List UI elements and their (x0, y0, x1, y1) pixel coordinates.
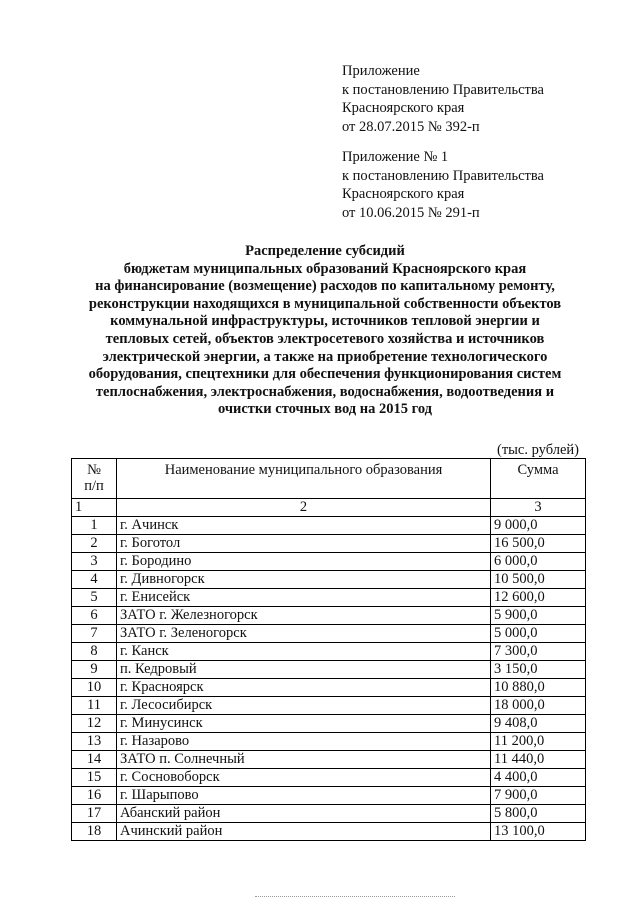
row-name: г. Лесосибирск (117, 697, 491, 715)
title-line: оборудования, спецтехники для обеспечения функционирования систем (88, 366, 562, 383)
row-number: 17 (72, 805, 117, 823)
row-name: г. Ачинск (117, 517, 491, 535)
row-sum: 11 200,0 (491, 733, 586, 751)
row-name: Абанский район (117, 805, 491, 823)
appendix-line: Красноярского края (342, 100, 465, 116)
row-sum: 5 800,0 (491, 805, 586, 823)
row-sum: 9 408,0 (491, 715, 586, 733)
column-number: 3 (491, 499, 586, 517)
table-row (72, 589, 586, 607)
title-line: тепловых сетей, объектов электросетевого хозяйства и источников (105, 330, 545, 347)
title-line: реконструкции находящихся в муниципальной собственности объектов (88, 295, 562, 312)
table-row (72, 697, 586, 715)
row-name: п. Кедровый (117, 661, 491, 679)
column-number: 1 (72, 499, 117, 517)
row-name: г. Енисейск (117, 589, 491, 607)
table-row (72, 823, 586, 841)
table-row (72, 661, 586, 679)
table-row (72, 751, 586, 769)
document-title (40, 243, 610, 419)
title-line: электрической энергии, а также на приобретение технологического (102, 348, 548, 365)
appendix-block-original (342, 148, 544, 222)
row-number: 11 (72, 697, 117, 715)
row-name: Ачинский район (117, 823, 491, 841)
table-row (72, 643, 586, 661)
row-name: г. Дивногорск (117, 571, 491, 589)
title-line: теплоснабжения, электроснабжения, водоснабжения, водоотведения и (95, 383, 555, 400)
row-number: 4 (72, 571, 117, 589)
row-name: г. Назарово (117, 733, 491, 751)
row-number: 10 (72, 679, 117, 697)
row-sum: 10 880,0 (491, 679, 586, 697)
title-line: на финансирование (возмещение) расходов по капитальному ремонту, (95, 278, 555, 295)
row-number: 1 (72, 517, 117, 535)
row-sum: 11 440,0 (491, 751, 586, 769)
row-number: 3 (72, 553, 117, 571)
appendix-line: Красноярского края (342, 186, 465, 202)
header-sum: Сумма (491, 459, 586, 499)
table-row (72, 517, 586, 535)
row-name: г. Канск (117, 643, 491, 661)
table-row (72, 607, 586, 625)
row-name: г. Красноярск (117, 679, 491, 697)
row-name: г. Шарыпово (117, 787, 491, 805)
table-row (72, 805, 586, 823)
header-name: Наименование муниципального образования (117, 459, 491, 499)
appendix-line: к постановлению Правительства (342, 167, 544, 184)
row-sum: 6 000,0 (491, 553, 586, 571)
column-number: 2 (117, 499, 491, 517)
row-sum: 3 150,0 (491, 661, 586, 679)
title-line: очистки сточных вод на 2015 год (217, 401, 433, 418)
row-name: г. Бородино (117, 553, 491, 571)
row-number: 6 (72, 607, 117, 625)
row-sum: 12 600,0 (491, 589, 586, 607)
table-row (72, 715, 586, 733)
appendix-line: от 10.06.2015 № 291-п (342, 204, 480, 221)
row-number: 15 (72, 769, 117, 787)
row-sum: 5 000,0 (491, 625, 586, 643)
title-line: Распределение субсидий (245, 243, 405, 259)
row-name: г. Сосновоборск (117, 769, 491, 787)
row-name: ЗАТО г. Зеленогорск (117, 625, 491, 643)
units-label: (тыс. рублей) (497, 442, 579, 458)
row-sum: 18 000,0 (491, 697, 586, 715)
row-sum: 10 500,0 (491, 571, 586, 589)
appendix-block-current (342, 62, 544, 136)
row-name: ЗАТО г. Железногорск (117, 607, 491, 625)
title-line: бюджетам муниципальных образований Красноярского края (123, 260, 527, 277)
appendix-line: от 28.07.2015 № 392-п (342, 118, 480, 135)
row-number: 7 (72, 625, 117, 643)
subsidy-table (71, 458, 586, 841)
table-row (72, 679, 586, 697)
row-sum: 13 100,0 (491, 823, 586, 841)
footer-divider (255, 896, 455, 897)
table-row (72, 535, 586, 553)
row-number: 18 (72, 823, 117, 841)
row-name: г. Минусинск (117, 715, 491, 733)
row-name: ЗАТО п. Солнечный (117, 751, 491, 769)
header-number: № п/п (72, 459, 117, 499)
row-number: 13 (72, 733, 117, 751)
appendix-line: к постановлению Правительства (342, 81, 544, 98)
table-row (72, 787, 586, 805)
table-row (72, 733, 586, 751)
table-header-row (72, 459, 586, 499)
table-row (72, 553, 586, 571)
row-number: 9 (72, 661, 117, 679)
row-number: 5 (72, 589, 117, 607)
appendix-line: Приложение (342, 63, 420, 79)
row-number: 14 (72, 751, 117, 769)
row-number: 2 (72, 535, 117, 553)
appendix-line: Приложение № 1 (342, 149, 449, 165)
table-row (72, 769, 586, 787)
row-sum: 9 000,0 (491, 517, 586, 535)
row-sum: 5 900,0 (491, 607, 586, 625)
row-number: 12 (72, 715, 117, 733)
table-row (72, 571, 586, 589)
column-number-row (72, 499, 586, 517)
row-sum: 4 400,0 (491, 769, 586, 787)
row-number: 16 (72, 787, 117, 805)
table-row (72, 625, 586, 643)
row-name: г. Боготол (117, 535, 491, 553)
row-sum: 7 300,0 (491, 643, 586, 661)
title-line: коммунальной инфраструктуры, источников тепловой энергии и (110, 313, 540, 330)
row-sum: 7 900,0 (491, 787, 586, 805)
row-sum: 16 500,0 (491, 535, 586, 553)
row-number: 8 (72, 643, 117, 661)
